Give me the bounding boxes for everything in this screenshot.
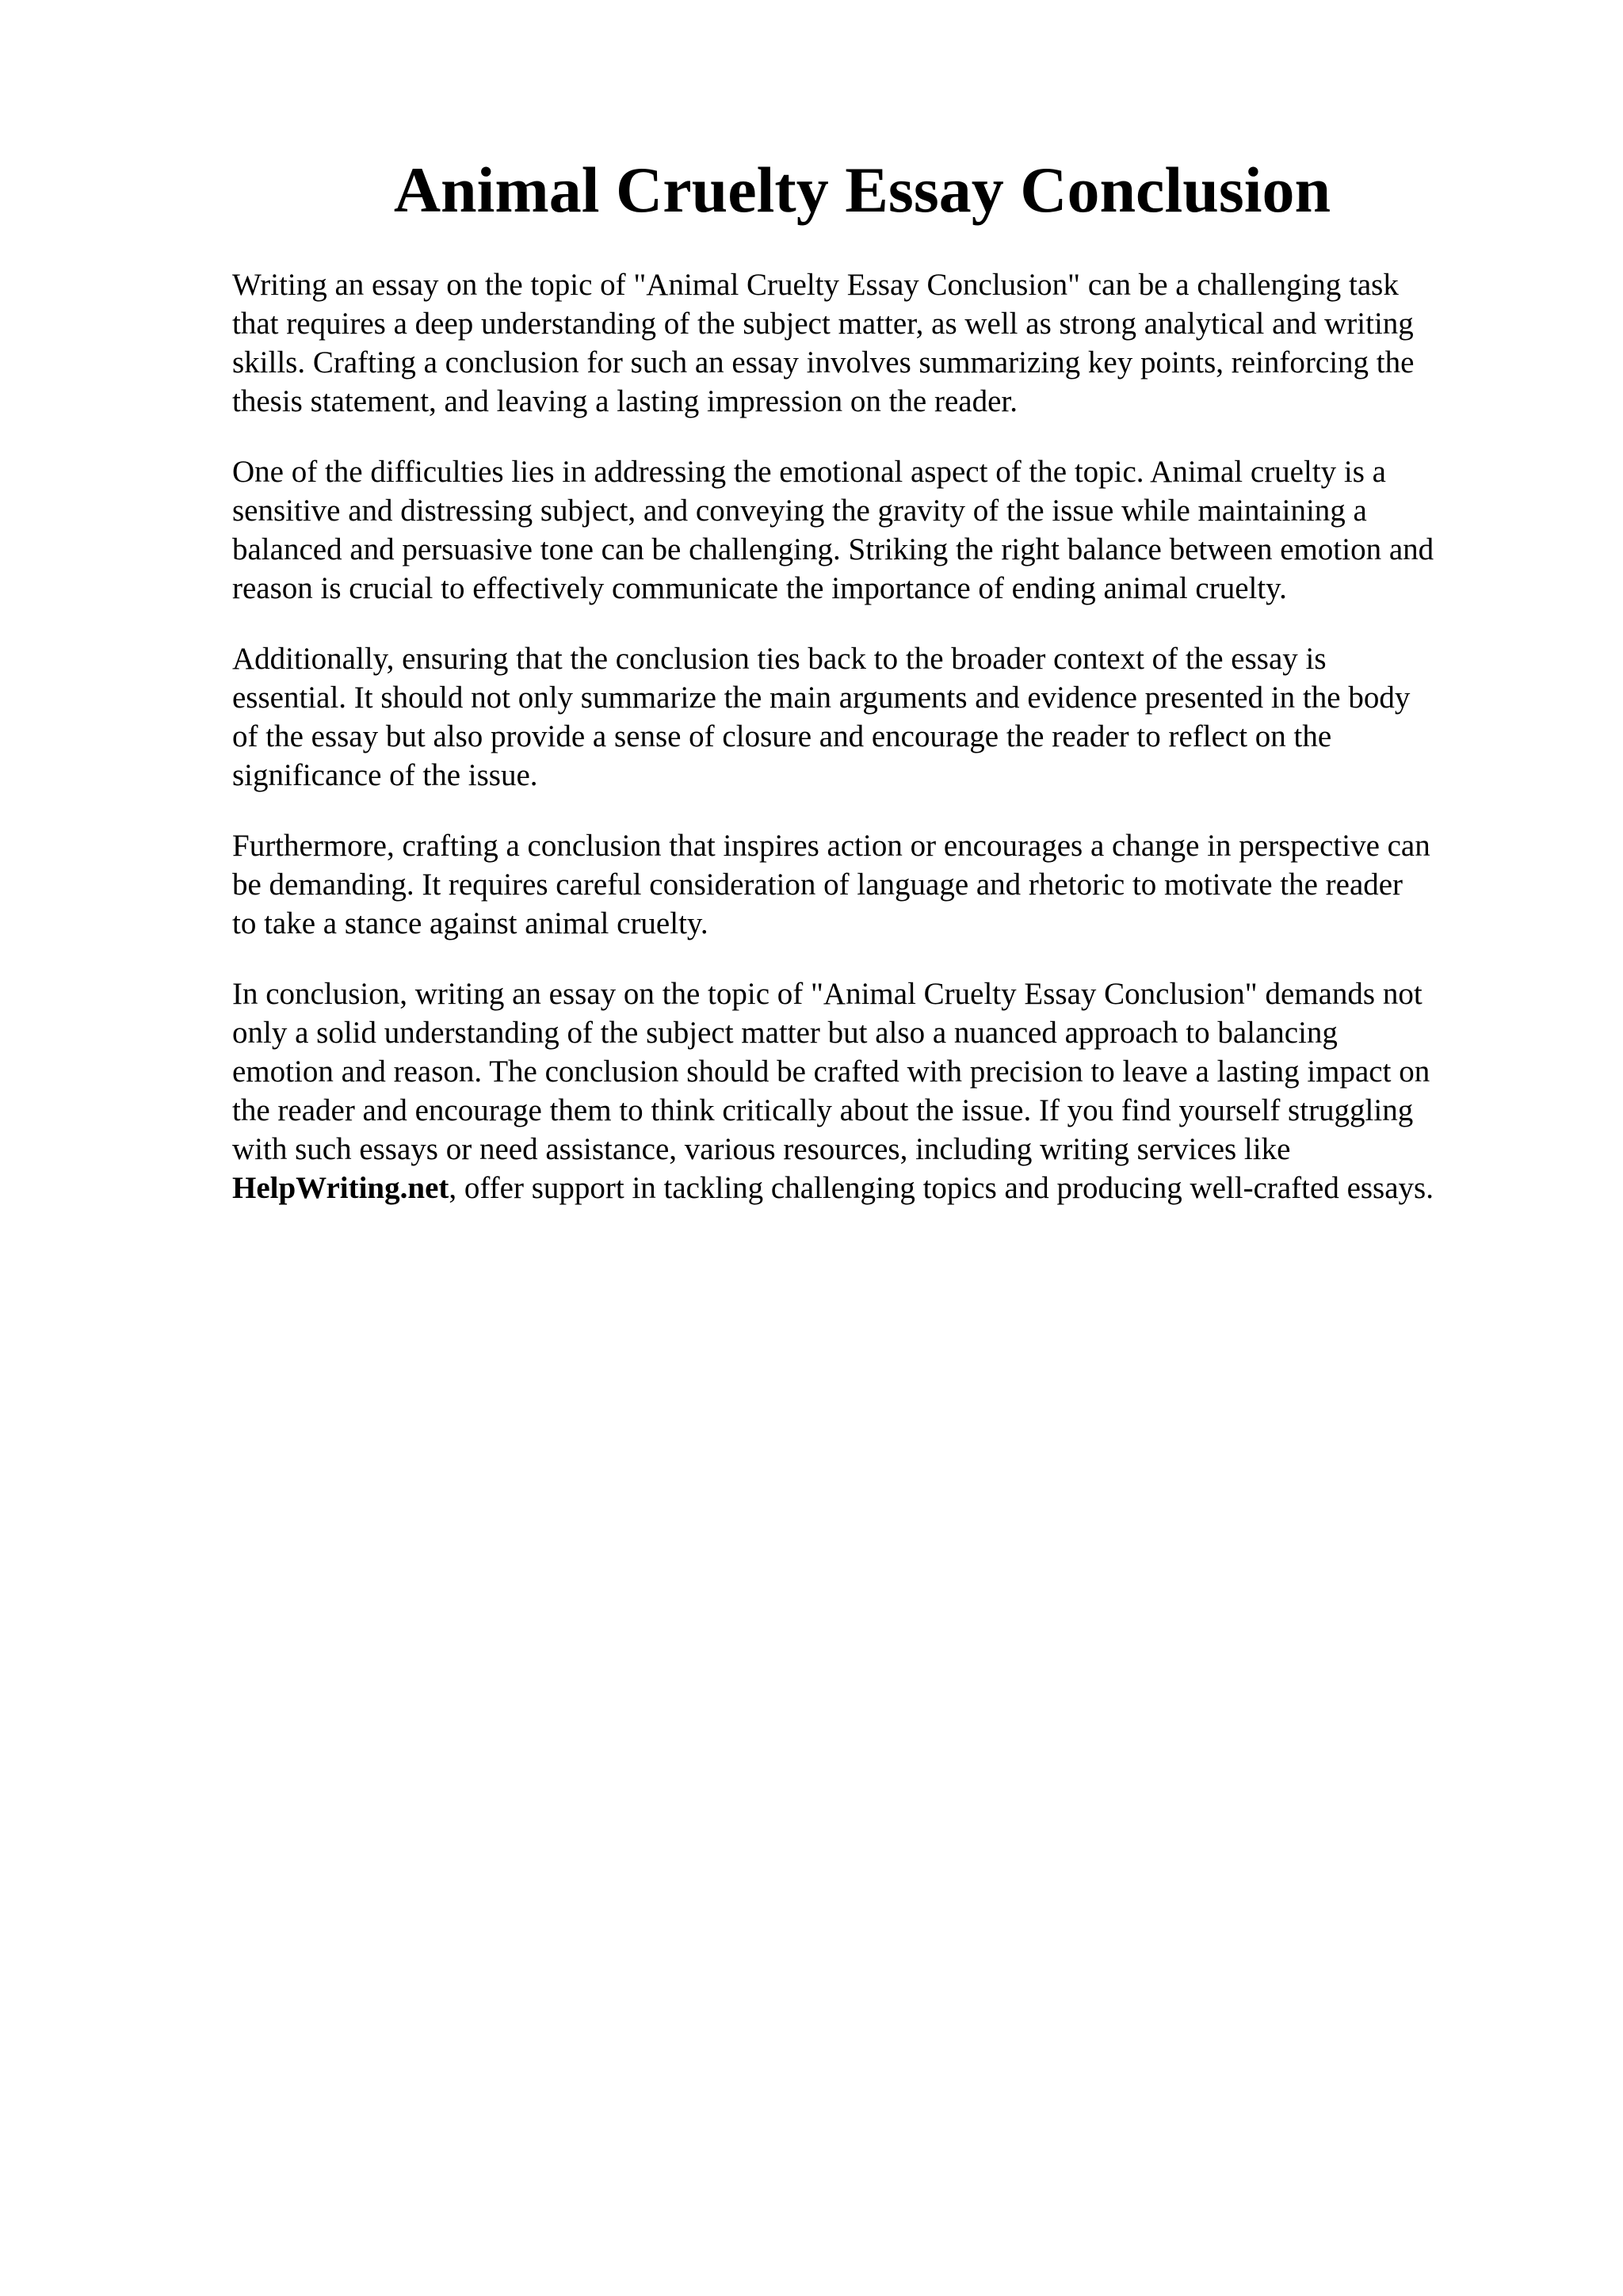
text-line: emotion and reason. The conclusion should be crafted with precision to leave a lasting impact on bbox=[232, 1055, 1430, 1089]
paragraph-4 bbox=[232, 826, 1548, 943]
text-line: to take a stance against animal cruelty. bbox=[232, 906, 708, 940]
text-line: One of the difficulties lies in addressing the emotional aspect of the topic. Animal cruelty is a bbox=[232, 455, 1386, 489]
paragraph-2 bbox=[232, 452, 1548, 608]
final-line-text: , offer support in tackling challenging topics and producing well-crafted essays. bbox=[449, 1171, 1434, 1205]
text-line: significance of the issue. bbox=[232, 758, 538, 792]
text-line: be demanding. It requires careful consideration of language and rhetoric to motivate the reader bbox=[232, 868, 1403, 902]
text-line: In conclusion, writing an essay on the topic of "Animal Cruelty Essay Conclusion" demands not bbox=[232, 977, 1423, 1011]
text-line: thesis statement, and leaving a lasting impression on the reader. bbox=[232, 384, 1018, 418]
document-title: Animal Cruelty Essay Conclusion bbox=[393, 154, 1331, 226]
brand-name: HelpWriting.net bbox=[232, 1171, 449, 1205]
text-line: only a solid understanding of the subject matter but also a nuanced approach to balancing bbox=[232, 1016, 1338, 1050]
paragraph-5 bbox=[232, 974, 1548, 1207]
text-line: the reader and encourage them to think critically about the issue. If you find yourself struggling bbox=[232, 1093, 1414, 1127]
text-line: that requires a deep understanding of the subject matter, as well as strong analytical and writing bbox=[232, 307, 1414, 341]
text-line: of the essay but also provide a sense of closure and encourage the reader to reflect on the bbox=[232, 719, 1332, 753]
text-line: reason is crucial to effectively communicate the importance of ending animal cruelty. bbox=[232, 571, 1287, 605]
final-line bbox=[232, 1169, 1548, 1207]
text-line: essential. It should not only summarize the main arguments and evidence presented in the body bbox=[232, 681, 1411, 715]
text-line: Furthermore, crafting a conclusion that inspires action or encourages a change in perspective can bbox=[232, 829, 1430, 863]
text-line: balanced and persuasive tone can be challenging. Striking the right balance between emotion and bbox=[232, 532, 1434, 566]
text-line: with such essays or need assistance, various resources, including writing services like bbox=[232, 1132, 1291, 1166]
text-line: sensitive and distressing subject, and conveying the gravity of the issue while maintaining a bbox=[232, 494, 1367, 528]
text-line: skills. Crafting a conclusion for such an essay involves summarizing key points, reinforcing the bbox=[232, 345, 1415, 379]
text-line: Writing an essay on the topic of "Animal Cruelty Essay Conclusion" can be a challenging task bbox=[232, 268, 1399, 302]
document-body bbox=[232, 265, 1548, 1239]
paragraph-1 bbox=[232, 265, 1548, 421]
text-line: Additionally, ensuring that the conclusion ties back to the broader context of the essay is bbox=[232, 642, 1327, 676]
paragraph-3 bbox=[232, 639, 1548, 795]
